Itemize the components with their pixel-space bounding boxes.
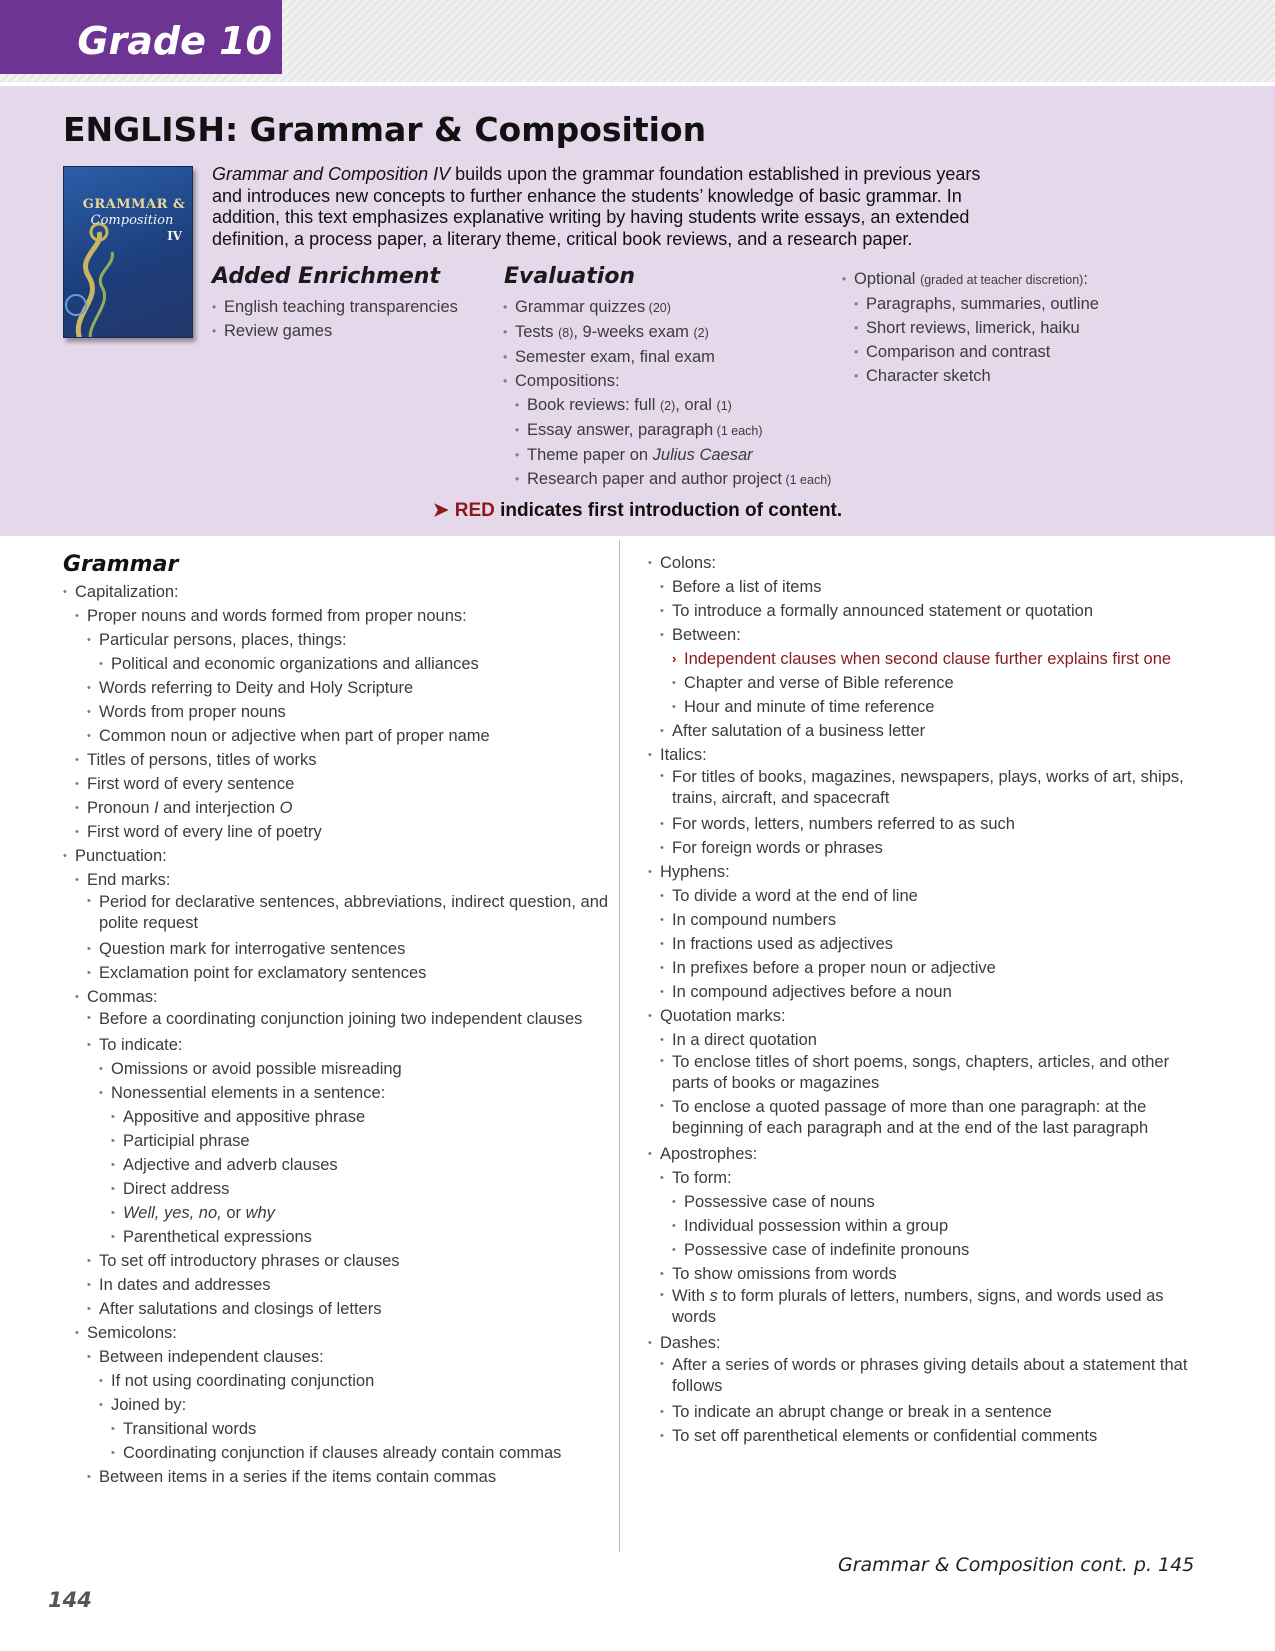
grammar-right-column [648, 551, 1200, 1448]
evaluation-item: • Compositions: [515, 369, 831, 393]
outline-item: • To set off parenthetical elements or confidential comments [672, 1424, 1200, 1448]
list-item: • English teaching transparencies [224, 295, 458, 319]
bullet-icon: • [99, 1399, 103, 1411]
outline-item: • Possessive case of indefinite pronouns [684, 1238, 1200, 1262]
bullet-icon: • [660, 770, 664, 782]
outline-item: • Direct address [123, 1177, 610, 1201]
bullet-icon: • [648, 1148, 652, 1160]
evaluation-item: • Research paper and author project (1 each) [527, 467, 831, 492]
page-number: 144 [48, 1588, 92, 1612]
bullet-icon: • [87, 1471, 91, 1483]
outline-item: • Words from proper nouns [99, 700, 610, 724]
evaluation-list [515, 295, 831, 492]
bullet-icon: • [111, 1207, 115, 1219]
bullet-icon: • [660, 842, 664, 854]
red-arrow-icon: › [672, 651, 677, 666]
optional-list [854, 267, 1099, 388]
outline-item: • Possessive case of nouns [684, 1190, 1200, 1214]
bullet-icon: • [87, 1279, 91, 1291]
outline-item: • To form: [672, 1166, 1200, 1190]
bullet-icon: • [660, 1358, 664, 1370]
bullet-icon: • [660, 818, 664, 830]
bullet-icon: • [648, 557, 652, 569]
bullet-icon: • [672, 1196, 676, 1208]
red-word: RED [454, 500, 495, 521]
outline-item: • After salutation of a business letter [672, 719, 1200, 743]
outline-item: • Omissions or avoid possible misreading [111, 1057, 610, 1081]
course-description [212, 164, 1012, 250]
outline-item: • Colons: [660, 551, 1200, 575]
outline-item: • Titles of persons, titles of works [87, 748, 610, 772]
outline-item: • Commas: [87, 985, 610, 1009]
outline-item: • Before a coordinating conjunction joining two independent clauses [87, 1010, 583, 1028]
outline-item: • Nonessential elements in a sentence: [111, 1081, 610, 1105]
outline-item: • End marks: [87, 868, 610, 892]
outline-item: • Question mark for interrogative sentences [99, 937, 610, 961]
bullet-icon: • [672, 1220, 676, 1232]
description-text: builds upon the grammar foundation established in previous years and introduces new concepts to further enhance the students’ knowledge of basic grammar. In addition, this text emphasizes explanative writing by having students write essays, an extended definition, a process paper, a literary theme, critical book reviews, and a research paper. [212, 164, 981, 249]
bullet-icon: • [63, 850, 67, 862]
bullet-icon: • [660, 629, 664, 641]
outline-item: • Hour and minute of time reference [684, 695, 1200, 719]
book-cover-title: GRAMMAR & [82, 197, 186, 212]
bullet-icon: • [75, 754, 79, 766]
outline-item: • For titles of books, magazines, newspapers, plays, works of art, ships, trains, aircraft, and spacecraft [660, 768, 1184, 807]
bullet-icon: • [75, 826, 79, 838]
bullet-icon: • [111, 1447, 115, 1459]
outline-item: • Appositive and appositive phrase [123, 1105, 610, 1129]
outline-item: • Semicolons: [87, 1321, 610, 1345]
outline-item: • In compound adjectives before a noun [672, 980, 1200, 1004]
evaluation-heading: Evaluation [504, 264, 636, 289]
outline-item: • Individual possession within a group [684, 1214, 1200, 1238]
bullet-icon: • [660, 581, 664, 593]
outline-item: • Chapter and verse of Bible reference [684, 671, 1200, 695]
evaluation-item: • Book reviews: full (2), oral (1) [527, 393, 831, 418]
outline-item: • To enclose a quoted passage of more than one paragraph: at the beginning of each paragraph and at the end of the last paragraph [660, 1098, 1149, 1137]
bullet-icon: • [75, 874, 79, 886]
outline-item: • To divide a word at the end of line [672, 884, 1200, 908]
bullet-icon: • [87, 895, 91, 907]
bullet-icon: • [99, 658, 103, 670]
optional-item: • Character sketch [866, 364, 1099, 388]
bullet-icon: • [648, 1337, 652, 1349]
outline-item: • Hyphens: [660, 860, 1200, 884]
bullet-icon: • [87, 967, 91, 979]
bullet-icon: • [660, 986, 664, 998]
outline-item: • In a direct quotation [672, 1028, 1200, 1052]
outline-item: • To show omissions from words [672, 1262, 1200, 1286]
bullet-icon: • [660, 1172, 664, 1184]
outline-item: • Italics: [660, 743, 1200, 767]
outline-item: • After salutations and closings of letters [99, 1297, 610, 1321]
added-enrichment-list [224, 295, 458, 343]
evaluation-item: • Tests (8), 9-weeks exam (2) [515, 320, 831, 345]
outline-item: • Period for declarative sentences, abbreviations, indirect question, and polite request [87, 893, 609, 932]
outline-item: • Joined by: [111, 1393, 610, 1417]
outline-item: • With s to form plurals of letters, numbers, signs, and words used as words [660, 1287, 1164, 1326]
bullet-icon: • [111, 1111, 115, 1123]
outline-item: • Transitional words [123, 1417, 610, 1441]
outline-item: • To introduce a formally announced statement or quotation [672, 599, 1200, 623]
bullet-icon: • [672, 1244, 676, 1256]
bullet-icon: • [672, 701, 676, 713]
outline-item: • Punctuation: [75, 844, 610, 868]
grammar-left-column [63, 580, 610, 1489]
outline-item: • In dates and addresses [99, 1273, 610, 1297]
book-cover-volume: IV [167, 229, 182, 243]
grammar-heading: Grammar [63, 552, 179, 577]
bullet-icon: • [111, 1135, 115, 1147]
outline-item: • Before a list of items [672, 575, 1200, 599]
added-enrichment-heading: Added Enrichment [212, 264, 440, 289]
outline-item: • Political and economic organizations and alliances [111, 652, 610, 676]
outline-item: • Common noun or adjective when part of proper name [99, 724, 610, 748]
bullet-icon: • [87, 1012, 91, 1024]
list-item: • Review games [224, 319, 458, 343]
bullet-icon: • [660, 938, 664, 950]
optional-item: • Paragraphs, summaries, outline [866, 292, 1099, 316]
outline-item: • Exclamation point for exclamatory sentences [99, 961, 610, 985]
bullet-icon: • [99, 1063, 103, 1075]
bullet-icon: • [111, 1183, 115, 1195]
bullet-icon: • [87, 682, 91, 694]
red-note-text: indicates first introduction of content. [494, 500, 843, 521]
bullet-icon: • [99, 1375, 103, 1387]
outline-item: • Participial phrase [123, 1129, 610, 1153]
continuation-note: Grammar & Composition cont. p. 145 [838, 1554, 1195, 1576]
book-cover-subtitle: Composition [90, 213, 174, 228]
outline-item: • In fractions used as adjectives [672, 932, 1200, 956]
outline-item: • To indicate: [99, 1033, 610, 1057]
bullet-icon: • [63, 586, 67, 598]
outline-item: • Between items in a series if the items contain commas [99, 1465, 610, 1489]
bullet-icon: • [87, 706, 91, 718]
bullet-icon: • [75, 802, 79, 814]
optional-item: • Comparison and contrast [866, 340, 1099, 364]
evaluation-item: • Semester exam, final exam [515, 345, 831, 369]
bullet-icon: • [660, 1289, 664, 1301]
evaluation-item: • Theme paper on Julius Caesar [527, 443, 831, 467]
outline-item-new-content: › Independent clauses when second clause further explains first one [684, 647, 1200, 671]
evaluation-item: • Essay answer, paragraph (1 each) [527, 418, 831, 443]
bullet-icon: • [660, 1268, 664, 1280]
outline-item: • After a series of words or phrases giving details about a statement that follows [660, 1356, 1188, 1395]
bullet-icon: • [660, 914, 664, 926]
bullet-icon: • [660, 1406, 664, 1418]
bullet-icon: • [87, 1255, 91, 1267]
outline-item: • First word of every sentence [87, 772, 610, 796]
outline-item: • If not using coordinating conjunction [111, 1369, 610, 1393]
outline-item: • Between: [672, 623, 1200, 647]
outline-item: • Quotation marks: [660, 1004, 1200, 1028]
bullet-icon: • [660, 890, 664, 902]
bullet-icon: • [660, 605, 664, 617]
bullet-icon: • [648, 1010, 652, 1022]
bullet-icon: • [87, 730, 91, 742]
bullet-icon: • [87, 943, 91, 955]
outline-item: • Dashes: [660, 1331, 1200, 1355]
optional-suffix: : [1083, 270, 1088, 288]
bullet-icon: • [111, 1159, 115, 1171]
outline-item: • Particular persons, places, things: [99, 628, 610, 652]
outline-item: • In compound numbers [672, 908, 1200, 932]
bullet-icon: • [87, 1303, 91, 1315]
book-name: Grammar and Composition IV [212, 164, 451, 184]
bullet-icon: • [111, 1231, 115, 1243]
column-divider [619, 540, 620, 1552]
bullet-icon: • [660, 1055, 664, 1067]
bullet-icon: • [87, 1039, 91, 1051]
bullet-icon: • [672, 677, 676, 689]
optional-label: Optional [854, 270, 916, 288]
outline-item: • Capitalization: [75, 580, 610, 604]
grade-label: Grade 10 [0, 0, 282, 74]
outline-item: • Well, yes, no, or why [123, 1201, 610, 1225]
arrow-right-icon: ➤ [432, 500, 449, 521]
bullet-icon: • [75, 610, 79, 622]
book-cover-image [63, 166, 193, 338]
bullet-icon: • [87, 634, 91, 646]
bullet-icon: • [660, 1034, 664, 1046]
outline-item: • For foreign words or phrases [672, 836, 1200, 860]
bullet-icon: • [87, 1351, 91, 1363]
bullet-icon: • [660, 1430, 664, 1442]
bullet-icon: • [111, 1423, 115, 1435]
course-title: ENGLISH: Grammar & Composition [63, 110, 707, 149]
bullet-icon: • [75, 991, 79, 1003]
outline-item: • For words, letters, numbers referred to as such [672, 812, 1200, 836]
outline-item: • Coordinating conjunction if clauses already contain commas [123, 1441, 610, 1465]
outline-item: • Parenthetical expressions [123, 1225, 610, 1249]
outline-item: • In prefixes before a proper noun or adjective [672, 956, 1200, 980]
bullet-icon: • [660, 962, 664, 974]
bullet-icon: • [648, 866, 652, 878]
outline-item: • Proper nouns and words formed from proper nouns: [87, 604, 610, 628]
outline-item: • To enclose titles of short poems, songs, chapters, articles, and other parts of books or magazines [660, 1053, 1170, 1092]
outline-item: • Between independent clauses: [99, 1345, 610, 1369]
outline-item: • To indicate an abrupt change or break in a sentence [672, 1400, 1200, 1424]
bullet-icon: • [660, 725, 664, 737]
bullet-icon: • [648, 749, 652, 761]
outline-item: • Adjective and adverb clauses [123, 1153, 610, 1177]
bullet-icon: • [99, 1087, 103, 1099]
outline-item: • Apostrophes: [660, 1142, 1200, 1166]
optional-note: (graded at teacher discretion) [920, 273, 1084, 287]
red-legend-note [0, 499, 1275, 522]
bullet-icon: • [660, 1100, 664, 1112]
outline-item: • To set off introductory phrases or clauses [99, 1249, 610, 1273]
bullet-icon: • [75, 1327, 79, 1339]
optional-item: • Short reviews, limerick, haiku [866, 316, 1099, 340]
bullet-icon: • [75, 778, 79, 790]
optional-label-item [854, 267, 1099, 292]
outline-item: • Words referring to Deity and Holy Scripture [99, 676, 610, 700]
outline-item: • Pronoun I and interjection O [87, 796, 610, 820]
outline-item: • First word of every line of poetry [87, 820, 610, 844]
evaluation-item: • Grammar quizzes (20) [515, 295, 831, 320]
